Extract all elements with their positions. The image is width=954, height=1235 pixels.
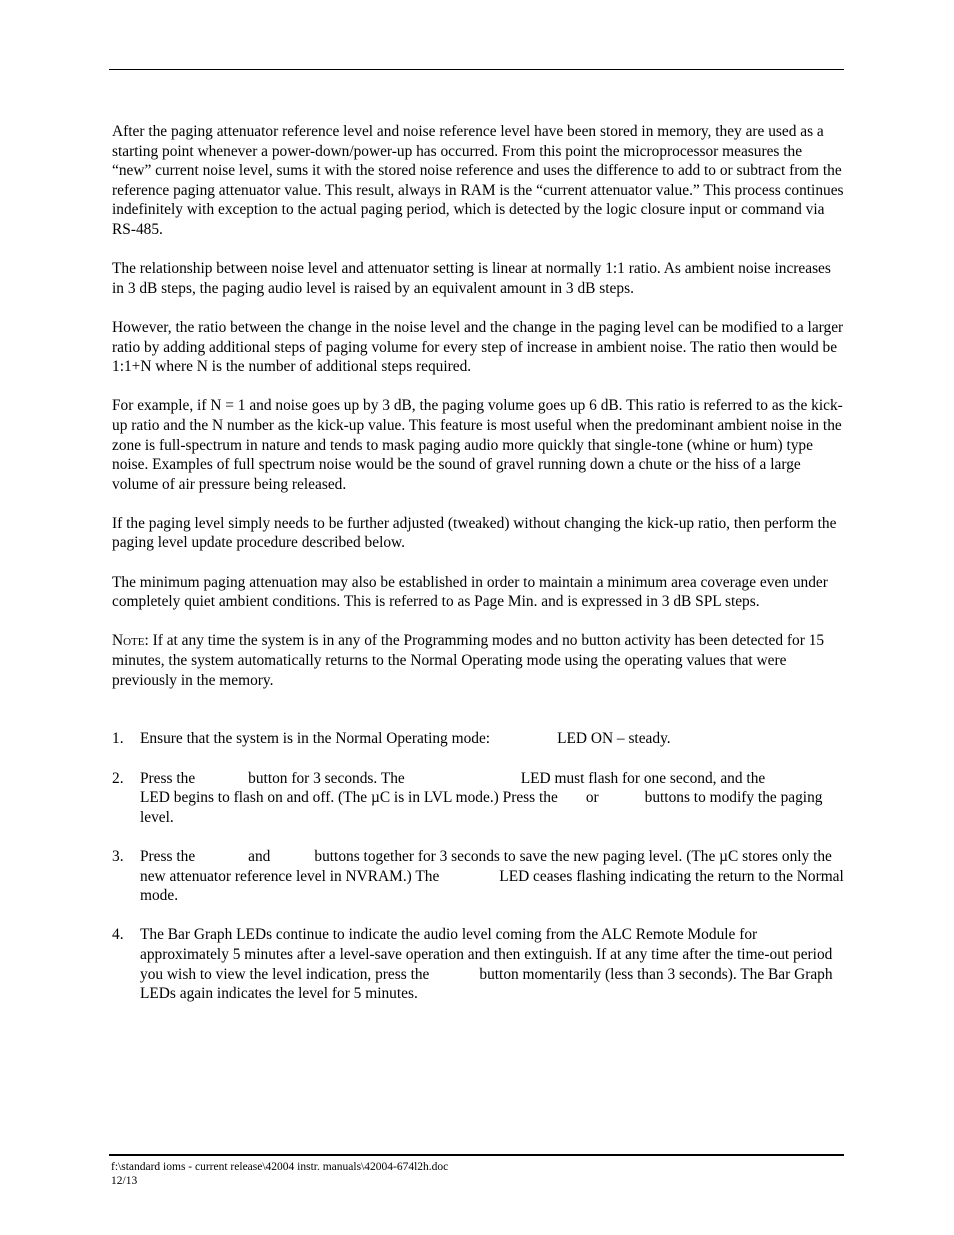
note-label: Note: (112, 632, 149, 650)
step-text (140, 925, 844, 1003)
step-text (140, 769, 844, 828)
paragraph-3: However, the ratio between the change in the noise level and the change in the paging level can be modified to a larger ratio by adding additional steps of paging volume for every step of increase in ambient noise. The ratio then would be 1:1+N where N is the number of additional steps required. (112, 318, 844, 376)
paragraph-4: For example, if N = 1 and noise goes up by 3 dB, the paging volume goes up 6 dB. This ratio is referred to as the kick-up ratio and the N number as the kick-up value. This feature is most useful when the predominant ambient noise in the zone is full-spectrum in nature and tends to mask paging audio more quickly that single-tone (whine or hum) type noise. Examples of full spectrum noise would be the sound of gravel running down a chute or the hiss of a large volume of air pressure being released. (112, 397, 843, 493)
step-fragment: Ensure that the system is in the Normal Operating mode: (140, 730, 491, 748)
note-text: If at any time the system is in any of the Programming modes and no button activity has been detected for 15 minutes, the system automatically returns to the Normal Operating mode using the operating values that were previously in the memory. (112, 632, 825, 689)
step-fragment: button for 3 seconds. The (248, 769, 405, 787)
document-body (112, 122, 844, 1023)
step-fragment: and (248, 847, 271, 865)
step-number: 2. (112, 769, 124, 787)
note-paragraph (112, 631, 844, 690)
step-fragment: Press the (140, 769, 196, 787)
step-4 (112, 925, 844, 1003)
step-fragment: buttons to modify the paging level. (140, 789, 823, 826)
section-gap (112, 710, 844, 730)
paragraph-1: After the paging attenuator reference level and noise reference level have been stored in memory, they are used as a starting point whenever a power-down/power-up has occurred. From this point the microprocessor measures the “new” current noise level, sums it with the stored noise reference and uses the difference to add to or subtract from the reference paging attenuator value. This result, always in RAM is the “current attenuator value.” This process continues indefinitely with exception to the actual paging period, which is detected by the logic closure input or command via RS-485. (112, 123, 844, 238)
step-1 (112, 729, 844, 749)
step-number: 4. (112, 926, 124, 944)
header-rule (109, 69, 844, 70)
step-fragment: LED begins to flash on and off. (The µC is in LVL mode.) Press the (140, 789, 558, 807)
step-fragment: LED must flash for one second, and the (520, 769, 766, 787)
step-fragment: buttons together for 3 seconds to save the new paging level. (The µC stores only the new attenuator reference level in NVRAM.) The (140, 847, 832, 885)
paragraph-2: The relationship between noise level and attenuator setting is linear at normally 1:1 ratio. As ambient noise increases in 3 dB steps, the paging audio level is raised by an equivalent amount in 3 dB steps. (112, 260, 831, 297)
step-3 (112, 847, 844, 906)
step-fragment: or (585, 789, 599, 807)
step-text (140, 847, 844, 906)
footer-file-path: f:\standard ioms - current release\42004 instr. manuals\42004-674l2h.doc (111, 1161, 449, 1173)
paragraph-6: The minimum paging attenuation may also be established in order to maintain a minimum area coverage even under completely quiet ambient conditions. This is referred to as Page Min. and is expressed in 3 dB SPL steps. (112, 573, 828, 611)
step-fragment: Press the (140, 847, 196, 865)
step-2 (112, 769, 844, 828)
paragraph-5: If the paging level simply needs to be further adjusted (tweaked) without changing the kick-up ratio, then perform the paging level update procedure described below. (112, 514, 837, 552)
step-fragment: button momentarily (less than 3 seconds). The Bar Graph LEDs again indicates the level for 5 minutes. (140, 965, 833, 1003)
step-number: 3. (112, 847, 124, 865)
step-fragment: LED ceases flashing indicating the return to the Normal mode. (140, 867, 844, 905)
step-text (140, 729, 844, 749)
footer-date: 12/13 (111, 1175, 138, 1187)
step-fragment: LED ON – steady. (557, 730, 671, 748)
step-fragment: The Bar Graph LEDs continue to indicate the audio level coming from the ALC Remote Module for approximately 5 minutes after a level-save operation and then extinguish. If at any time after the time-out period you wish to view the level indication, press the (140, 926, 833, 983)
footer (111, 1160, 448, 1188)
step-number: 1. (112, 730, 124, 748)
footer-rule (109, 1154, 844, 1156)
